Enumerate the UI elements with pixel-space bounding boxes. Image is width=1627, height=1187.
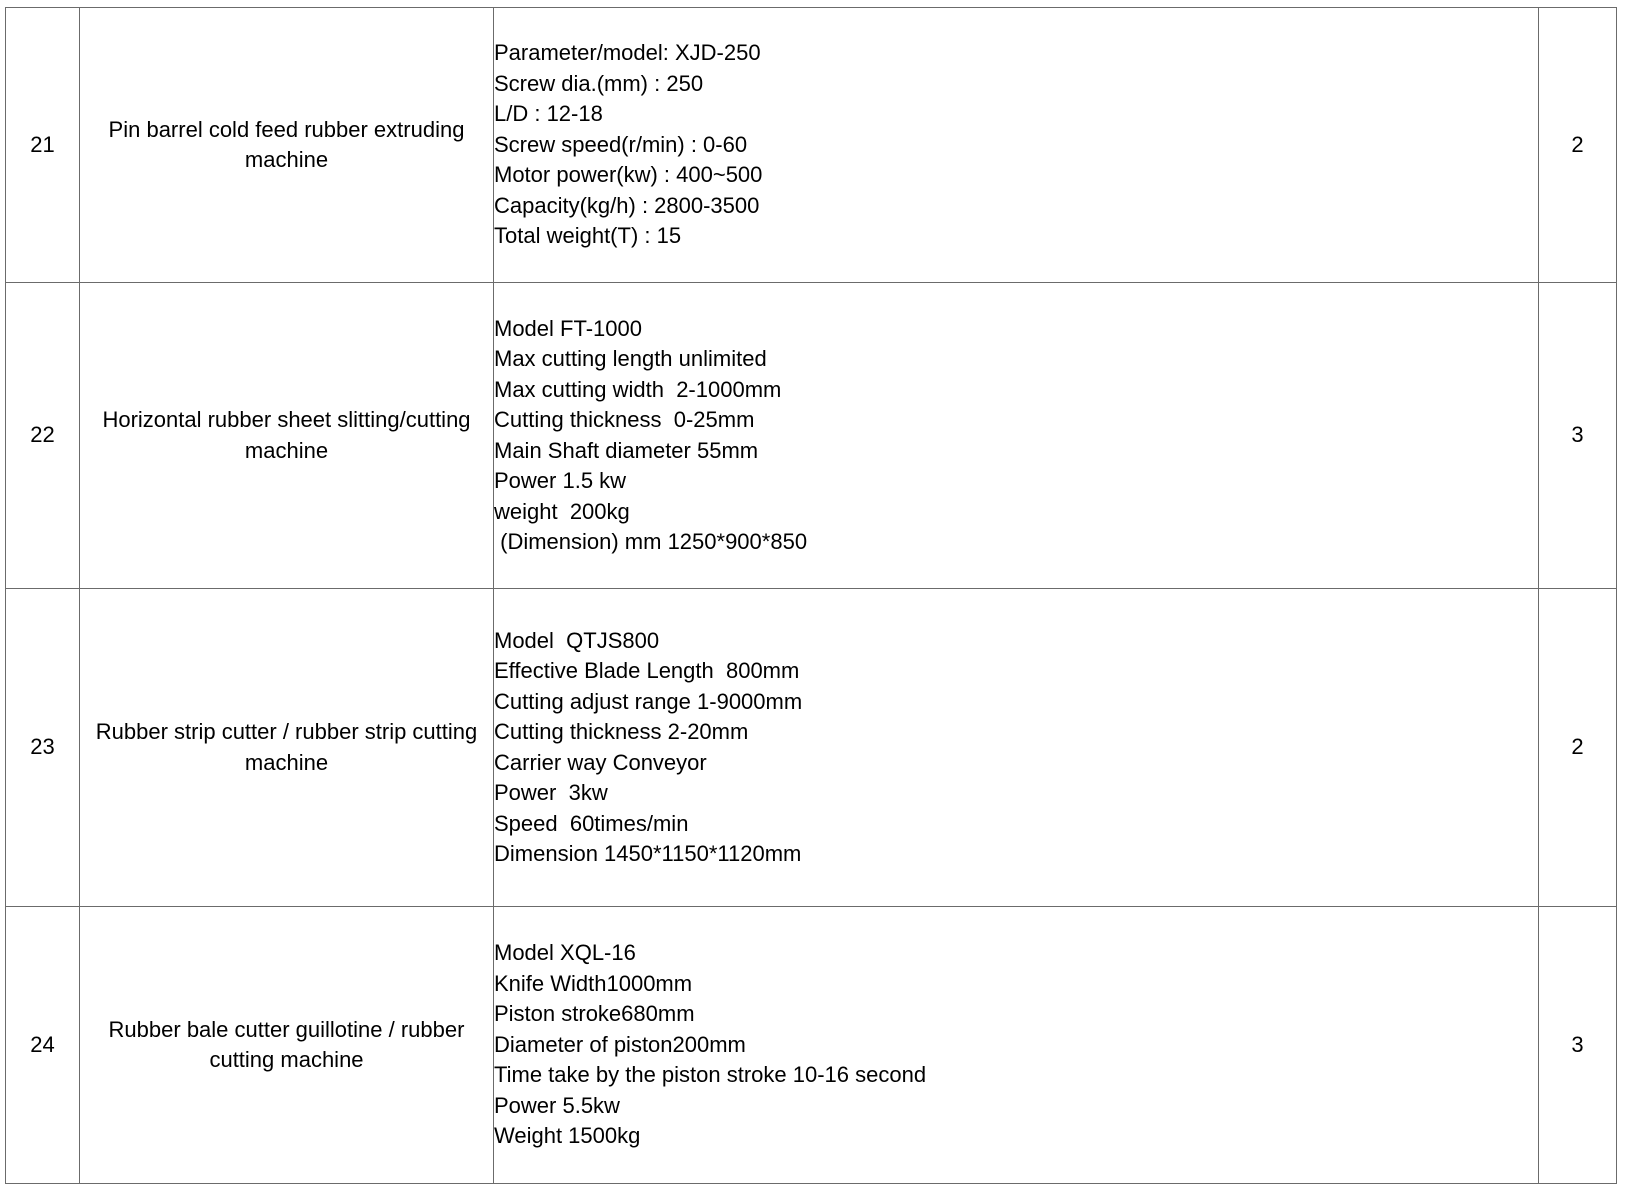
spec-line: Power 5.5kw (494, 1092, 620, 1118)
spec-line: Piston stroke680mm (494, 1001, 695, 1027)
spec-line: Diameter of piston200mm (494, 1031, 746, 1057)
spec-line: L/D : 12-18 (494, 101, 603, 127)
spec-line: Time take by the piston stroke 10-16 second (494, 1062, 927, 1088)
item-number: 21 (6, 8, 80, 283)
spec-line: Max cutting width 2-1000mm (494, 376, 782, 402)
table-row (6, 8, 1617, 283)
spec-line: Screw dia.(mm) : 250 (494, 70, 704, 96)
quantity: 2 (1539, 8, 1617, 283)
spec-line: Main Shaft diameter 55mm (494, 437, 759, 463)
quantity: 2 (1539, 589, 1617, 907)
item-number: 23 (6, 589, 80, 907)
spec-line: Model FT-1000 (494, 315, 642, 341)
spec-line: Cutting thickness 2-20mm (494, 719, 749, 744)
quantity: 3 (1539, 907, 1617, 1184)
spec-line: Knife Width1000mm (494, 970, 693, 996)
spec-line: Weight 1500kg (494, 1123, 641, 1149)
spec-line: Cutting thickness 0-25mm (494, 407, 755, 432)
spec-line: Model QTJS800 (494, 627, 660, 653)
spec-line: Max cutting length unlimited (494, 346, 767, 371)
spec-line: Dimension 1450*1150*1120mm (494, 841, 802, 866)
spec-line: Motor power(kw) : 400~500 (494, 162, 763, 188)
table-row (6, 907, 1617, 1184)
spec-line: Total weight(T) : 15 (494, 223, 682, 249)
spec-line: Speed 60times/min (494, 810, 689, 836)
spec-line: Capacity(kg/h) : 2800-3500 (494, 192, 760, 218)
quantity: 3 (1539, 283, 1617, 589)
spec-list (494, 8, 1539, 283)
spec-line: Effective Blade Length 800mm (494, 658, 800, 683)
machine-name: Pin barrel cold feed rubber extruding machine (80, 8, 494, 283)
spec-line: Power 3kw (494, 780, 608, 805)
spec-line: weight 200kg (494, 498, 630, 524)
spec-list (494, 907, 1539, 1184)
machine-name: Horizontal rubber sheet slitting/cutting machine (80, 283, 494, 589)
spec-list (494, 589, 1539, 907)
machine-name: Rubber strip cutter / rubber strip cutting machine (80, 589, 494, 907)
equipment-spec-table (5, 7, 1617, 1184)
spec-line: Screw speed(r/min) : 0-60 (494, 131, 748, 157)
spec-list (494, 283, 1539, 589)
table-row (6, 589, 1617, 907)
machine-name: Rubber bale cutter guillotine / rubber cutting machine (80, 907, 494, 1184)
table-row (6, 283, 1617, 589)
spec-line: Carrier way Conveyor (494, 749, 707, 775)
item-number: 24 (6, 907, 80, 1184)
spec-line: Power 1.5 kw (494, 468, 627, 493)
spec-line: Cutting adjust range 1-9000mm (494, 688, 803, 714)
spec-line: Parameter/model: XJD-250 (494, 40, 761, 66)
item-number: 22 (6, 283, 80, 589)
spec-line: Model XQL-16 (494, 940, 636, 966)
spec-line: (Dimension) mm 1250*900*850 (494, 529, 808, 554)
